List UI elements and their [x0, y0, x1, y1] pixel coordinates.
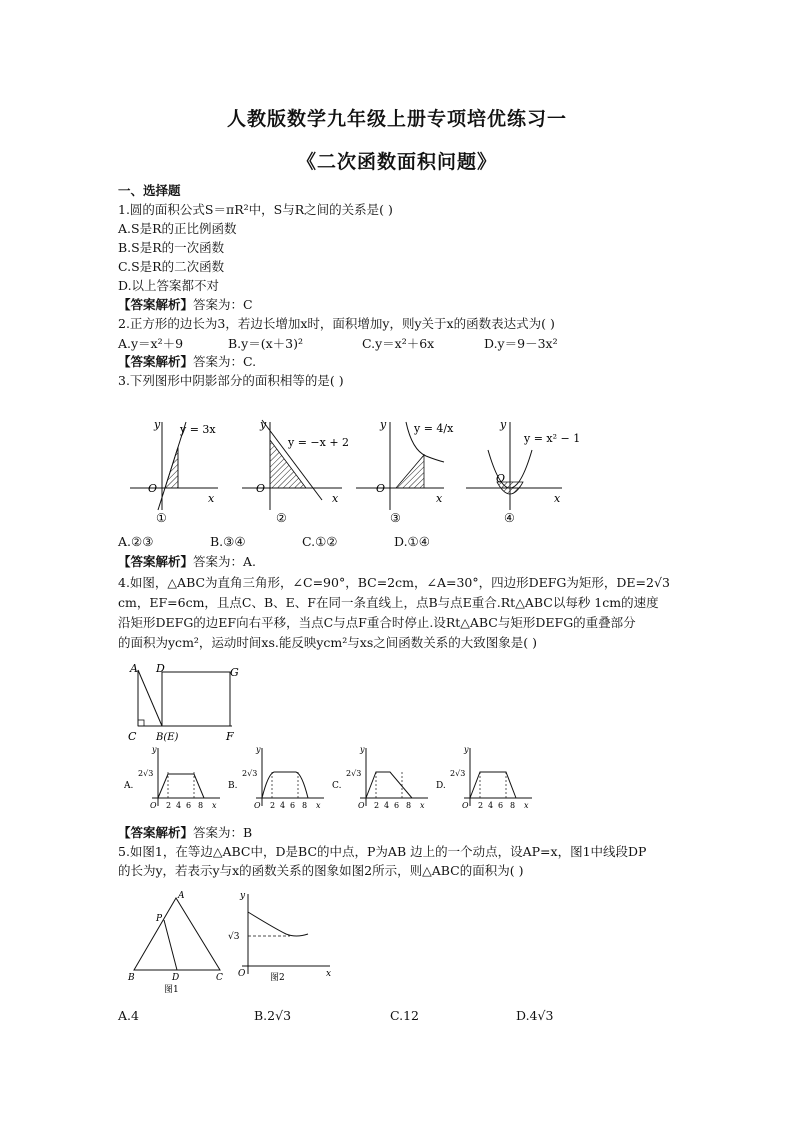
q5-stem-line-1: 5.如图1，在等边△ABC中，D是BC的中点，P为AB 边上的一个动点，设AP=x，图1中线段DP [118, 844, 647, 859]
q2-option-b: B.y＝(x＋3)² [228, 336, 303, 351]
q5-fig2-origin: O [238, 969, 246, 979]
q3-curve-label-4: y = x² − 1 [524, 432, 581, 445]
q5-option-a: A.4 [118, 1008, 139, 1023]
q3-figures [130, 410, 590, 530]
q4-graph-origin: O [254, 801, 261, 810]
q3-figure-4 [466, 418, 580, 525]
q5-fig2-y: y [240, 891, 246, 901]
q1-option-c: C.S是R的二次函数 [118, 259, 225, 274]
q2-option-c: C.y＝x²＋6x [362, 336, 435, 351]
q5-option-b: B.2√3 [254, 1008, 292, 1023]
q1-option-a: A.S是R的正比例函数 [118, 221, 237, 236]
q4-answer [118, 824, 252, 842]
q3-curve-label-3: y = 4/x [414, 422, 454, 435]
q1-answer-label: 【答案解析】 [118, 297, 194, 312]
q3-option-d: D.①④ [394, 534, 430, 549]
q4-graph-option-b [228, 745, 324, 810]
q4-graph-tick-2: 2 [478, 801, 484, 810]
q4-graph-y-label: y [256, 745, 261, 754]
svg-text:O: O [148, 482, 158, 495]
q3-stem: 3.下列图形中阴影部分的面积相等的是( ) [118, 373, 344, 388]
q4-graph-option-label: A. [124, 781, 134, 791]
q4-graph-tick-6: 6 [498, 801, 504, 810]
q3-curve-label-1: y = 3x [180, 423, 216, 436]
point-be-label: B(E) [156, 732, 179, 743]
section-heading: 一、选择题 [118, 183, 181, 198]
q3-figure-1 [130, 418, 218, 525]
point-g-label: G [230, 666, 239, 679]
q2-answer [118, 353, 256, 371]
q4-graph-option-a [124, 745, 220, 810]
q1-answer-text: 答案为：C [193, 297, 253, 312]
q4-graph-tick-2sqrt3: 2√3 [242, 769, 258, 778]
q4-graph-tick-4: 4 [384, 801, 390, 810]
svg-text:O: O [496, 472, 506, 485]
q4-stem-line-1: 4.如图，△ABC为直角三角形，∠C=90°，BC=2cm，∠A=30°，四边形DEFG为矩形，DE=2√3 [118, 575, 670, 590]
svg-text:O: O [376, 482, 386, 495]
q4-graph-option-label: D. [436, 781, 446, 791]
q2-stem: 2.正方形的边长为3，若边长增加x时，面积增加y，则y关于x的函数表达式为( ) [118, 316, 555, 331]
q5-option-d: D.4√3 [516, 1008, 554, 1023]
q4-graph-x-label: x [524, 801, 529, 810]
q1-option-b: B.S是R的一次函数 [118, 240, 225, 255]
q3-answer-label: 【答案解析】 [118, 554, 194, 569]
q4-graph-y-label: y [360, 745, 365, 754]
q4-stem-line-2: cm，EF=6cm，且点C、B、E、F在同一条直线上，点B与点E重合.Rt△ABC以每秒 1cm的速度 [118, 595, 659, 610]
q1-answer [118, 296, 253, 314]
q4-graph-container [124, 745, 532, 810]
q4-graph-origin: O [150, 801, 157, 810]
q2-option-a: A.y＝x²＋9 [118, 336, 184, 351]
q4-graph-tick-6: 6 [186, 801, 192, 810]
q3-option-b: B.③④ [210, 534, 246, 549]
q5-stem-line-2: 的长为y，若表示y与x的函数关系的图象如图2所示，则△ABC的面积为( ) [118, 863, 524, 878]
q2-answer-label: 【答案解析】 [118, 354, 194, 369]
q4-graph-x-label: x [316, 801, 321, 810]
q4-graph-tick-4: 4 [488, 801, 494, 810]
svg-text:y: y [260, 418, 267, 431]
q4-graph-x-label: x [420, 801, 425, 810]
q5-point-a: A [178, 891, 185, 901]
q3-answer [118, 553, 256, 571]
svg-text:O: O [256, 482, 266, 495]
q5-fig2-caption: 图2 [270, 973, 285, 983]
q5-point-d: D [172, 973, 180, 983]
q4-graph-tick-8: 8 [510, 801, 516, 810]
q3-figure-label-2: ② [276, 511, 287, 525]
q3-answer-text: 答案为：A. [193, 554, 257, 569]
q3-figure-3 [356, 418, 454, 525]
svg-text:y: y [380, 418, 387, 431]
page-title: 人教版数学九年级上册专项培优练习一 [226, 108, 567, 130]
q3-option-c: C.①② [302, 534, 338, 549]
q4-graph-origin: O [462, 801, 469, 810]
q4-graph-tick-2: 2 [374, 801, 380, 810]
q4-graph-tick-2: 2 [166, 801, 172, 810]
q5-fig2-x: x [326, 969, 332, 979]
q3-figure-label-3: ③ [390, 511, 401, 525]
point-f-label: F [226, 730, 234, 743]
q3-figure-2 [242, 418, 349, 525]
svg-text:x: x [208, 492, 215, 505]
point-a-label: A [130, 662, 138, 675]
q4-graph-tick-4: 4 [280, 801, 286, 810]
point-d-label: D [156, 662, 165, 675]
q5-point-c: C [216, 973, 223, 983]
q5-point-b: B [128, 973, 135, 983]
q4-graph-option-d [436, 745, 532, 810]
q4-stem-line-3: 沿矩形DEFG的边EF向右平移，当点C与点F重合时停止.设Rt△ABC与矩形DEFG的重叠部分 [118, 615, 636, 630]
q4-answer-text: 答案为：B [193, 825, 253, 840]
q4-graph-tick-2: 2 [270, 801, 276, 810]
q4-graph-option-label: C. [332, 781, 342, 791]
q4-answer-label: 【答案解析】 [118, 825, 194, 840]
q1-stem: 1.圆的面积公式S＝πR²中，S与R之间的关系是( ) [118, 202, 393, 217]
q3-option-a: A.②③ [118, 534, 154, 549]
q4-graph-options [124, 744, 564, 816]
q4-graph-tick-2sqrt3: 2√3 [138, 769, 154, 778]
q3-curve-label-2: y = −x + 2 [288, 436, 350, 449]
q4-graph-tick-6: 6 [394, 801, 400, 810]
q3-figure-label-1: ① [156, 511, 167, 525]
q4-graph-y-label: y [152, 745, 157, 754]
q4-graph-tick-6: 6 [290, 801, 296, 810]
point-c-label: C [128, 730, 137, 743]
q4-graph-option-c [332, 745, 428, 810]
q5-fig1-caption: 图1 [164, 985, 179, 995]
svg-text:y: y [154, 418, 161, 431]
q5-point-p: P [156, 914, 163, 924]
q4-stem-line-4: 的面积为ycm²，运动时间xs.能反映ycm²与xs之间函数关系的大致图象是( ) [118, 635, 537, 650]
q5-figure-2 [228, 891, 331, 983]
q1-option-d: D.以上答案都不对 [118, 278, 220, 293]
svg-text:y: y [500, 418, 507, 431]
q4-graph-tick-2sqrt3: 2√3 [450, 769, 466, 778]
q3-figure-label-4: ④ [504, 511, 515, 525]
q4-graph-y-label: y [464, 745, 469, 754]
q4-graph-x-label: x [212, 801, 217, 810]
q4-graph-option-label: B. [228, 781, 238, 791]
q2-option-d: D.y＝9－3x² [484, 336, 558, 351]
page-subtitle: 《二次函数面积问题》 [296, 151, 497, 173]
q4-graph-tick-8: 8 [302, 801, 308, 810]
q5-figures [124, 888, 344, 998]
q5-option-c: C.12 [390, 1008, 419, 1023]
q4-graph-tick-8: 8 [406, 801, 412, 810]
q4-graph-tick-8: 8 [198, 801, 204, 810]
q4-graph-tick-2sqrt3: 2√3 [346, 769, 362, 778]
q2-answer-text: 答案为：C. [193, 354, 257, 369]
q5-fig2-sqrt3: √3 [228, 932, 240, 942]
q4-graph-tick-4: 4 [176, 801, 182, 810]
svg-text:x: x [554, 492, 561, 505]
svg-text:x: x [332, 492, 339, 505]
svg-text:x: x [436, 492, 443, 505]
q4-triangle-rectangle-figure [122, 660, 252, 744]
q5-figure-1 [127, 891, 223, 995]
q4-graph-origin: O [358, 801, 365, 810]
